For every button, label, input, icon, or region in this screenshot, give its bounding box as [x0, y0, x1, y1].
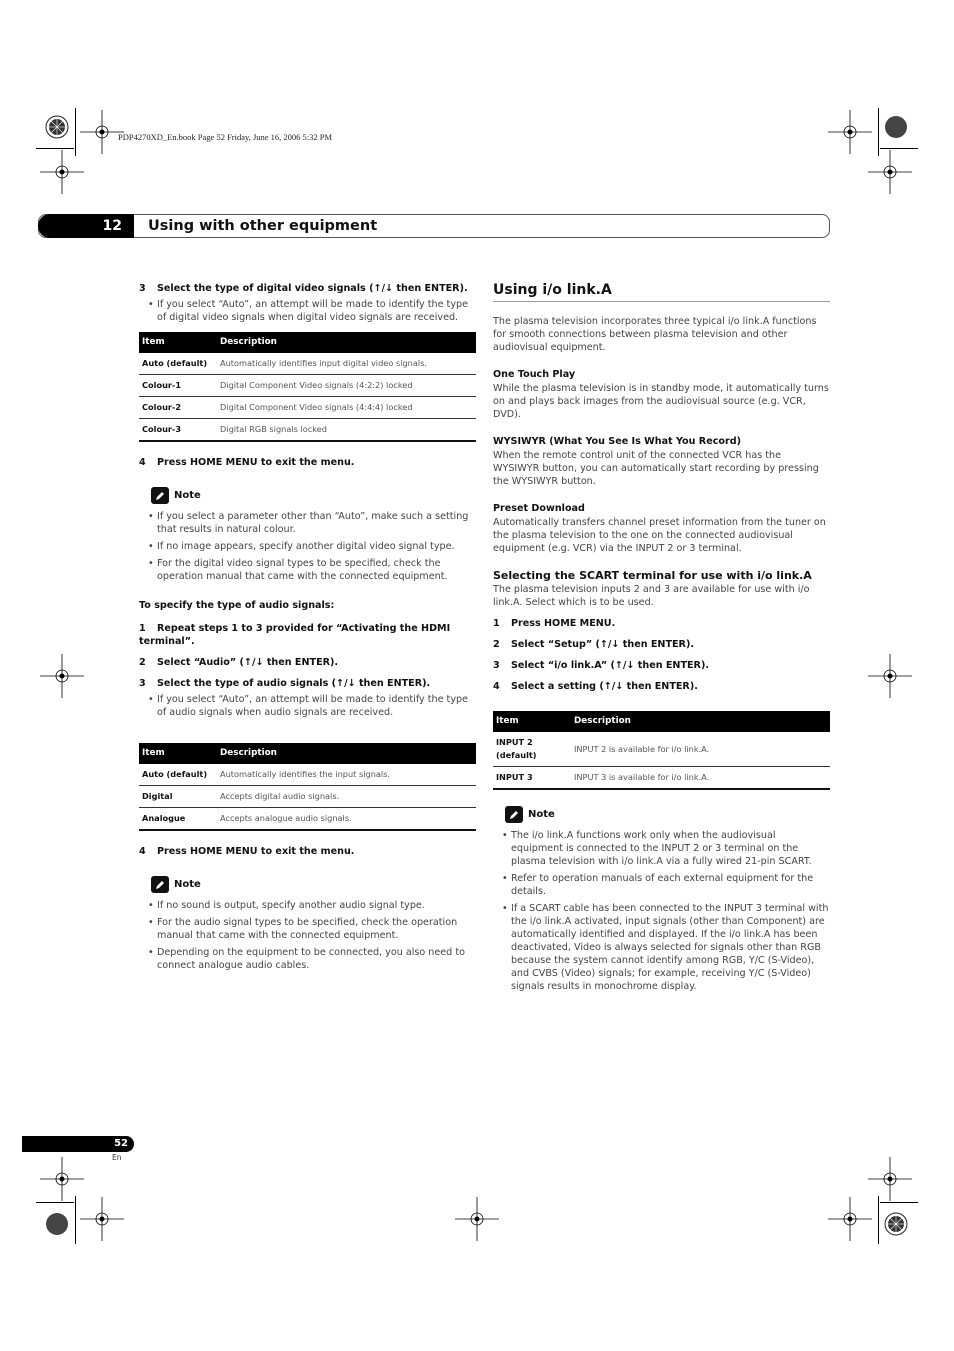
crop-line — [75, 1196, 76, 1244]
scart-text: The plasma television inputs 2 and 3 are available for use with i/o link.A. Select which is to be used. — [493, 584, 810, 608]
bullet-text: • If you select “Auto”, an attempt will be made to identify the type of digital video signals when digital video signals are received. — [139, 298, 476, 324]
scart-step: 3 Select “i/o link.A” (↑/↓ then ENTER). — [493, 660, 709, 671]
table-row: Colour-1 Digital Component Video signals (4:2:2) locked — [139, 375, 476, 397]
crosshair-icon — [80, 1197, 124, 1241]
video-signal-table — [139, 332, 476, 442]
crosshair-icon — [455, 1197, 499, 1241]
crosshair-icon — [40, 654, 84, 698]
crop-line — [880, 148, 918, 149]
table-header: Description — [571, 711, 830, 732]
right-column — [493, 282, 830, 997]
note-item: • For the audio signal types to be specified, check the operation manual that came with the connected equipment. — [139, 916, 476, 942]
note-item: • Refer to operation manuals of each external equipment for the details. — [493, 872, 830, 898]
crosshair-icon — [868, 150, 912, 194]
registration-target-icon — [35, 1202, 79, 1246]
table-header: Item — [139, 743, 217, 764]
table-header: Description — [217, 743, 476, 764]
audio-section-heading: To specify the type of audio signals: — [139, 600, 335, 611]
crop-line — [880, 1202, 918, 1203]
note-heading: Note — [151, 487, 476, 504]
subsection-text: While the plasma television is in standby mode, it automatically turns on and plays back images from the audiovisual source (e.g. VCR, DVD). — [493, 383, 829, 420]
crosshair-icon — [868, 654, 912, 698]
registration-target-icon — [35, 105, 79, 149]
subsection-title: WYSIWYR (What You See Is What You Record) — [493, 436, 741, 447]
chapter-number: 12 — [102, 218, 122, 234]
note-pencil-icon — [151, 487, 169, 504]
table-row: INPUT 3 INPUT 3 is available for i/o link.A. — [496, 772, 710, 782]
crop-line — [75, 108, 76, 156]
step-exit-menu: 4 Press HOME MENU to exit the menu. — [139, 846, 355, 857]
table-header: Description — [217, 332, 476, 353]
audio-signal-table — [139, 743, 476, 831]
subsection-title: Preset Download — [493, 503, 585, 514]
crop-line — [36, 1202, 74, 1203]
table-row: INPUT 2 (default) INPUT 2 is available for i/o link.A. — [493, 732, 830, 767]
print-info: PDP4270XD_En.book Page 52 Friday, June 16, 2006 5:32 PM — [118, 132, 333, 142]
subsection-title: One Touch Play — [493, 369, 576, 380]
note-item: • If a SCART cable has been connected to the INPUT 3 terminal with the i/o link.A activated, input signals (other than Component) are automatically identified and displayed. If the i/o link.A has been deactivated, Video is always selected for signals other than RGB because the system cannot identify among RGB, Y/C (S-Video), and CVBS (Video) signals; for example, receiving Y/C (S-Video) signals results in monochrome display. — [493, 902, 830, 993]
step-exit-menu: 4 Press HOME MENU to exit the menu. — [139, 457, 355, 468]
crosshair-icon — [868, 1157, 912, 1201]
bullet-text: • If you select “Auto”, an attempt will be made to identify the type of audio signals when audio signals are received. — [139, 693, 476, 719]
scart-step: 4 Select a setting (↑/↓ then ENTER). — [493, 681, 698, 692]
registration-target-icon — [874, 105, 918, 149]
table-row: Digital Accepts digital audio signals. — [139, 786, 476, 808]
intro-text: The plasma television incorporates three typical i/o link.A functions for smooth connections between plasma television and other audiovisual equipment. — [493, 316, 817, 353]
page-number: 52 — [114, 1138, 128, 1149]
subsection-text: When the remote control unit of the connected VCR has the WYSIWYR button, you can automatically start recording by pressing the WYSIWYR button. — [493, 450, 819, 487]
crop-line — [878, 108, 879, 156]
note-heading: Note — [151, 876, 476, 893]
crosshair-icon — [828, 110, 872, 154]
audio-step: 3 Select the type of audio signals (↑/↓ then ENTER). — [139, 678, 431, 689]
note-item: • The i/o link.A functions work only when the audiovisual equipment is connected to the INPUT 2 or 3 terminal on the plasma television with i/o link.A via a fully wired 21-pin SCART. — [493, 829, 830, 868]
table-row: Analogue Accepts analogue audio signals. — [142, 813, 352, 823]
input-terminal-table — [493, 711, 830, 790]
note-heading: Note — [505, 806, 830, 823]
table-header: Item — [139, 332, 217, 353]
crosshair-icon — [828, 1197, 872, 1241]
note-item: • If no image appears, specify another digital video signal type. — [139, 540, 476, 553]
section-title: Using i/o link.A — [493, 284, 830, 302]
subsection-text: Automatically transfers channel preset information from the tuner on the plasma television to the one on the connected audiovisual equipment (e.g. VCR) via the INPUT 2 or 3 terminal. — [493, 517, 826, 554]
page-language: En — [112, 1153, 122, 1162]
left-column — [139, 282, 476, 976]
scart-step: 1 Press HOME MENU. — [493, 618, 616, 629]
table-row: Auto (default) Automatically identifies input digital video signals. — [139, 353, 476, 375]
audio-step: 2 Select “Audio” (↑/↓ then ENTER). — [139, 657, 339, 668]
crosshair-icon — [40, 1157, 84, 1201]
note-item: • Depending on the equipment to be connected, you also need to connect analogue audio cables. — [139, 946, 476, 972]
crosshair-icon — [40, 150, 84, 194]
scart-step: 2 Select “Setup” (↑/↓ then ENTER). — [493, 639, 694, 650]
note-pencil-icon — [151, 876, 169, 893]
registration-target-icon — [874, 1202, 918, 1246]
scart-heading: Selecting the SCART terminal for use with i/o link.A — [493, 569, 812, 582]
table-row: Auto (default) Automatically identifies the input signals. — [139, 764, 476, 786]
crop-line — [878, 1196, 879, 1244]
audio-step: 1 Repeat steps 1 to 3 provided for “Activating the HDMI terminal”. — [139, 623, 451, 647]
table-row: Colour-3 Digital RGB signals locked — [142, 424, 327, 434]
note-item: • If you select a parameter other than “Auto”, make such a setting that results in natural colour. — [139, 510, 476, 536]
table-row: Colour-2 Digital Component Video signals (4:4:4) locked — [139, 397, 476, 419]
note-pencil-icon — [505, 806, 523, 823]
table-header: Item — [493, 711, 571, 732]
note-item: • If no sound is output, specify another audio signal type. — [139, 899, 476, 912]
note-item: • For the digital video signal types to be specified, check the operation manual that came with the connected equipment. — [139, 557, 476, 583]
step-select-video-type: 3 Select the type of digital video signals (↑/↓ then ENTER). — [139, 283, 468, 294]
crop-line — [36, 148, 74, 149]
chapter-title: Using with other equipment — [148, 218, 378, 234]
